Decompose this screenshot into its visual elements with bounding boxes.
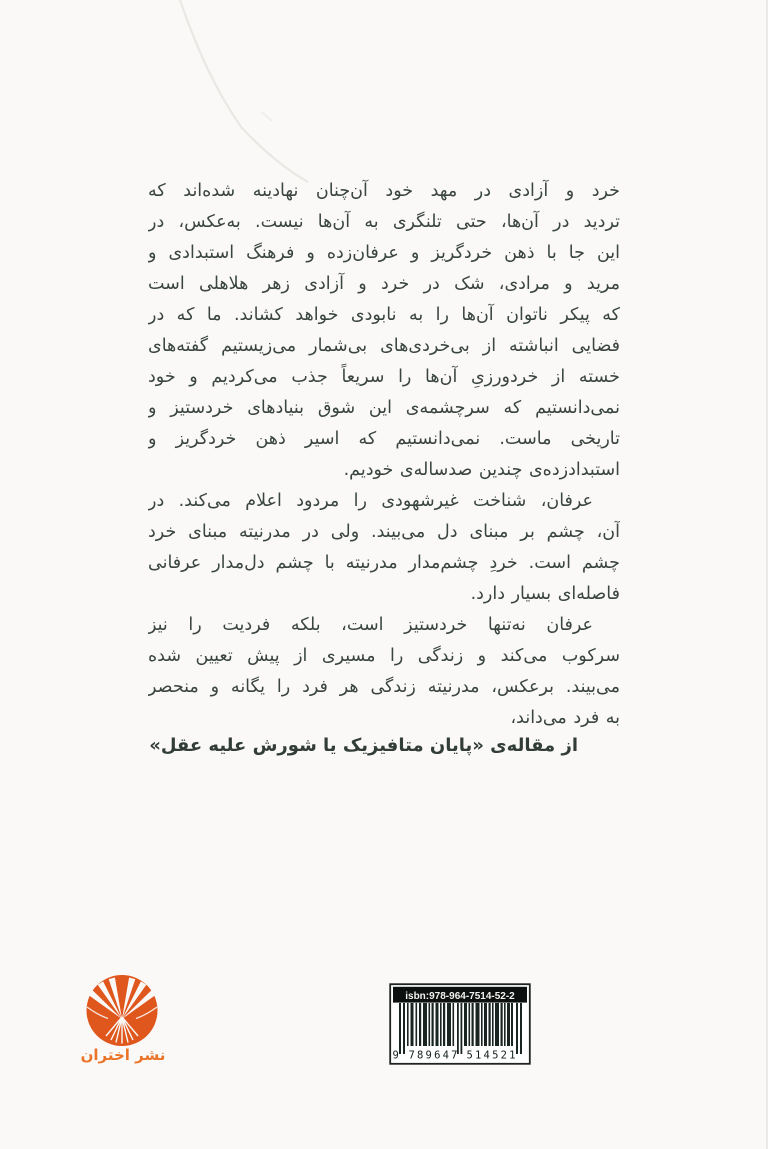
text-line: فضایی انباشته از بی‌خردی‌های بی‌شمار می‌زیستیم گفته‌های	[148, 336, 620, 356]
isbn-barcode	[389, 983, 531, 1065]
barcode-digits	[393, 1050, 518, 1062]
text-line: خسته از خردورزیِ آن‌ها را سریعاً جذب می‌کردیم و خود	[148, 367, 620, 387]
publisher-logo akhtaran-flower-icon	[85, 972, 159, 1049]
body-text	[148, 176, 620, 734]
barcode-isbn-label: isbn:978-964-7514-52-2	[405, 991, 515, 1002]
text-line: فاصله‌ای بسیار دارد.	[470, 584, 620, 604]
text-line: به فرد می‌داند،	[510, 708, 620, 728]
text-line: سرکوب می‌کند و زندگی را مسیری از پیش تعیین شده	[148, 646, 620, 666]
text-line: عرفان نه‌تنها خردستیز است، بلکه فردیت را نیز	[148, 615, 593, 635]
text-line: که پیکر ناتوان آن‌ها را به نابودی خواهد کشاند. ما که در	[148, 305, 620, 325]
publisher-name: نشر اختران	[80, 1046, 166, 1064]
text-line: خرد و آزادی در مهد خود آن‌چنان نهادینه شده‌اند که	[148, 181, 620, 201]
text-line: مرید و مرادی، شک در خرد و آزادی زهر هلاهلی است	[148, 274, 620, 294]
text-line: این جا با ذهن خردگریز و عرفان‌زده و فرهنگ استبدادی و	[148, 243, 620, 263]
text-line: عرفان، شناخت غیرشهودی را مردود اعلام می‌کند. در	[148, 491, 593, 511]
barcode-digit-group: 514521	[466, 1049, 518, 1062]
text-line: آن، چشم بر مبنای دل می‌بیند. ولی در مدرنیته مبنای خرد	[148, 522, 620, 542]
text-line: نمی‌دانستیم که سرچشمه‌ی این شوق بنیادهای خردستیز و	[148, 398, 620, 418]
text-line: استبدادزده‌ی چندین صدساله‌ی خودیم.	[343, 460, 620, 480]
text-line: تاریخی ماست. نمی‌دانستیم که اسیر ذهن خردگریز و	[148, 429, 620, 449]
barcode-digit-group: 9	[392, 1049, 399, 1062]
attribution-line: از مقاله‌ی «پایان متافیزیک یا شورش علیه عقل»	[149, 735, 578, 756]
text-line: می‌بیند. برعکس، مدرنیته زندگی هر فرد را یگانه و منحصر	[148, 677, 620, 697]
barcode-digit-group: 789647	[408, 1049, 460, 1062]
text-line: چشم است. خردِ چشم‌مدار مدرنیته با چشم دل‌مدار عرفانی	[148, 553, 620, 573]
text-line: تردید در آن‌ها، حتی تلنگری به آن‌ها نیست. به‌عکس، در	[148, 212, 620, 232]
